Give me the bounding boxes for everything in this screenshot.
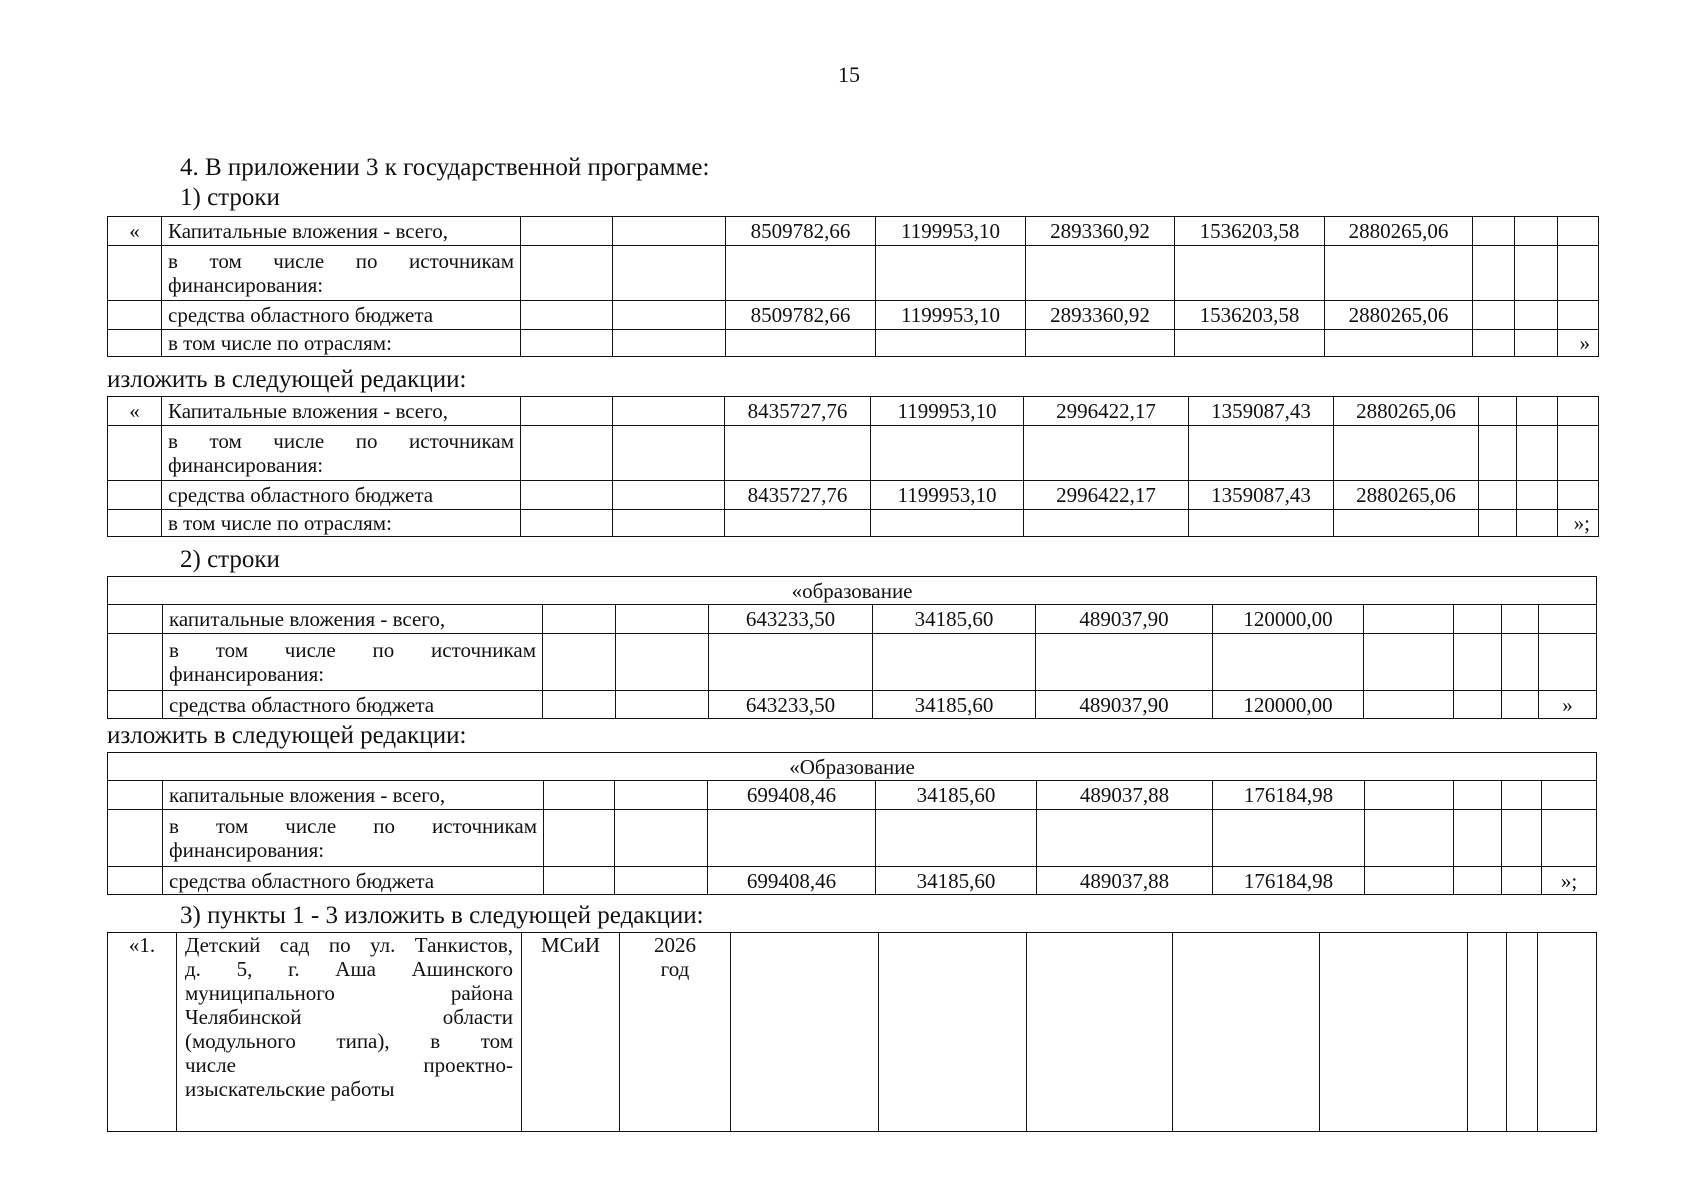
value-cell: 1199953,10 <box>871 397 1024 426</box>
label-line: финансирования: <box>169 838 325 862</box>
value-cell: 8509782,66 <box>726 217 876 246</box>
value-cell: 1199953,10 <box>876 217 1026 246</box>
value-cell: 1359087,43 <box>1189 481 1334 510</box>
table-row <box>108 246 1599 301</box>
close-quote: » <box>1539 691 1597 719</box>
object-name-line: Челябинской области <box>185 1005 513 1029</box>
table-caption: «Образование <box>108 753 1597 781</box>
label-line: в том числе по источникам <box>168 249 514 273</box>
table-row <box>108 867 1597 895</box>
table-row <box>108 781 1597 810</box>
value-cell: 2880265,06 <box>1334 397 1479 426</box>
table-row <box>108 397 1599 426</box>
value-cell: 2996422,17 <box>1024 481 1189 510</box>
object-name <box>177 933 522 1132</box>
table-row <box>108 753 1597 781</box>
table-row <box>108 481 1599 510</box>
object-name-line: изыскательские работы <box>185 1077 395 1101</box>
value-cell: 1536203,58 <box>1175 301 1325 330</box>
page-number: 15 <box>838 62 860 87</box>
year-line: 2026 <box>654 933 696 957</box>
row-label: капитальные вложения - всего, <box>163 781 544 810</box>
row-label: капитальные вложения - всего, <box>163 605 543 634</box>
value-cell: 2880265,06 <box>1325 217 1473 246</box>
label-line: в том числе по источникам <box>169 814 537 838</box>
table-row <box>108 634 1597 691</box>
replace-label: изложить в следующей редакции: <box>107 722 467 749</box>
value-cell: 2893360,92 <box>1026 301 1175 330</box>
label-line: финансирования: <box>168 453 324 477</box>
row-label: средства областного бюджета <box>163 691 543 719</box>
object-name-line: (модульного типа), в том <box>185 1029 513 1053</box>
table-row <box>108 330 1599 357</box>
value-cell: 34185,60 <box>873 691 1036 719</box>
value-cell: 643233,50 <box>709 605 873 634</box>
subsection-2-label: 2) строки <box>180 546 280 573</box>
open-quote: « <box>108 397 162 426</box>
table-row <box>108 691 1597 719</box>
label-line: в том числе по источникам <box>168 429 514 453</box>
row-label: в том числе по отраслям: <box>162 510 521 537</box>
table-row <box>108 426 1599 481</box>
row-label: Капитальные вложения - всего, <box>162 217 521 246</box>
row-label <box>163 634 543 691</box>
row-label: средства областного бюджета <box>162 301 521 330</box>
value-cell: 34185,60 <box>876 781 1037 810</box>
value-cell: 1199953,10 <box>876 301 1026 330</box>
object-name-line: Детский сад по ул. Танкистов, <box>185 933 513 957</box>
row-label: средства областного бюджета <box>162 481 521 510</box>
close-quote: »; <box>1558 510 1599 537</box>
value-cell: 699408,46 <box>708 867 876 895</box>
value-cell: 699408,46 <box>708 781 876 810</box>
value-cell: 2893360,92 <box>1026 217 1175 246</box>
close-quote: » <box>1558 330 1599 357</box>
value-cell: 120000,00 <box>1213 691 1364 719</box>
value-cell: 643233,50 <box>709 691 873 719</box>
open-quote: « <box>108 217 162 246</box>
value-cell: 120000,00 <box>1213 605 1364 634</box>
value-cell: 2880265,06 <box>1334 481 1479 510</box>
label-line: финансирования: <box>169 662 325 686</box>
value-cell: 8435727,76 <box>725 481 871 510</box>
year-line: год <box>660 957 690 981</box>
table-5-item-1 <box>107 932 1597 1132</box>
row-label <box>162 246 521 301</box>
subsection-3-label: 3) пункты 1 - 3 изложить в следующей редакции: <box>180 902 704 929</box>
value-cell: 2880265,06 <box>1325 301 1473 330</box>
row-label: Капитальные вложения - всего, <box>162 397 521 426</box>
table-2-new-rows <box>107 396 1599 537</box>
executor: МСиИ <box>522 933 620 1132</box>
row-label: средства областного бюджета <box>163 867 544 895</box>
label-line: в том числе по источникам <box>169 638 536 662</box>
value-cell: 489037,88 <box>1037 781 1213 810</box>
table-row <box>108 301 1599 330</box>
table-row <box>108 810 1597 867</box>
table-row <box>108 217 1599 246</box>
subsection-1-label: 1) строки <box>180 184 280 211</box>
row-label: в том числе по отраслям: <box>162 330 521 357</box>
table-row <box>108 510 1599 537</box>
row-label <box>162 426 521 481</box>
table-row <box>108 605 1597 634</box>
value-cell: 34185,60 <box>876 867 1037 895</box>
object-name-line: д. 5, г. Аша Ашинского <box>185 957 513 981</box>
object-name-line: числе проектно- <box>185 1053 513 1077</box>
value-cell: 8435727,76 <box>725 397 871 426</box>
value-cell: 1536203,58 <box>1175 217 1325 246</box>
value-cell: 489037,88 <box>1037 867 1213 895</box>
value-cell: 8509782,66 <box>726 301 876 330</box>
value-cell: 1199953,10 <box>871 481 1024 510</box>
table-row <box>108 577 1597 605</box>
value-cell: 489037,90 <box>1036 691 1213 719</box>
replace-label: изложить в следующей редакции: <box>107 366 467 393</box>
value-cell: 34185,60 <box>873 605 1036 634</box>
item-number: «1. <box>108 933 177 1132</box>
row-label <box>163 810 544 867</box>
value-cell: 176184,98 <box>1213 867 1365 895</box>
year-cell <box>620 933 731 1132</box>
section-heading: 4. В приложении 3 к государственной программе: <box>180 154 710 181</box>
table-4-new-education <box>107 752 1597 895</box>
object-name-line: муниципального района <box>185 981 513 1005</box>
table-3-original-education <box>107 576 1597 719</box>
close-quote: »; <box>1542 867 1597 895</box>
table-row <box>108 933 1597 1132</box>
value-cell: 1359087,43 <box>1189 397 1334 426</box>
label-line: финансирования: <box>168 273 324 297</box>
table-1-original-rows <box>107 216 1599 357</box>
value-cell: 176184,98 <box>1213 781 1365 810</box>
value-cell: 489037,90 <box>1036 605 1213 634</box>
table-caption: «образование <box>108 577 1597 605</box>
value-cell: 2996422,17 <box>1024 397 1189 426</box>
